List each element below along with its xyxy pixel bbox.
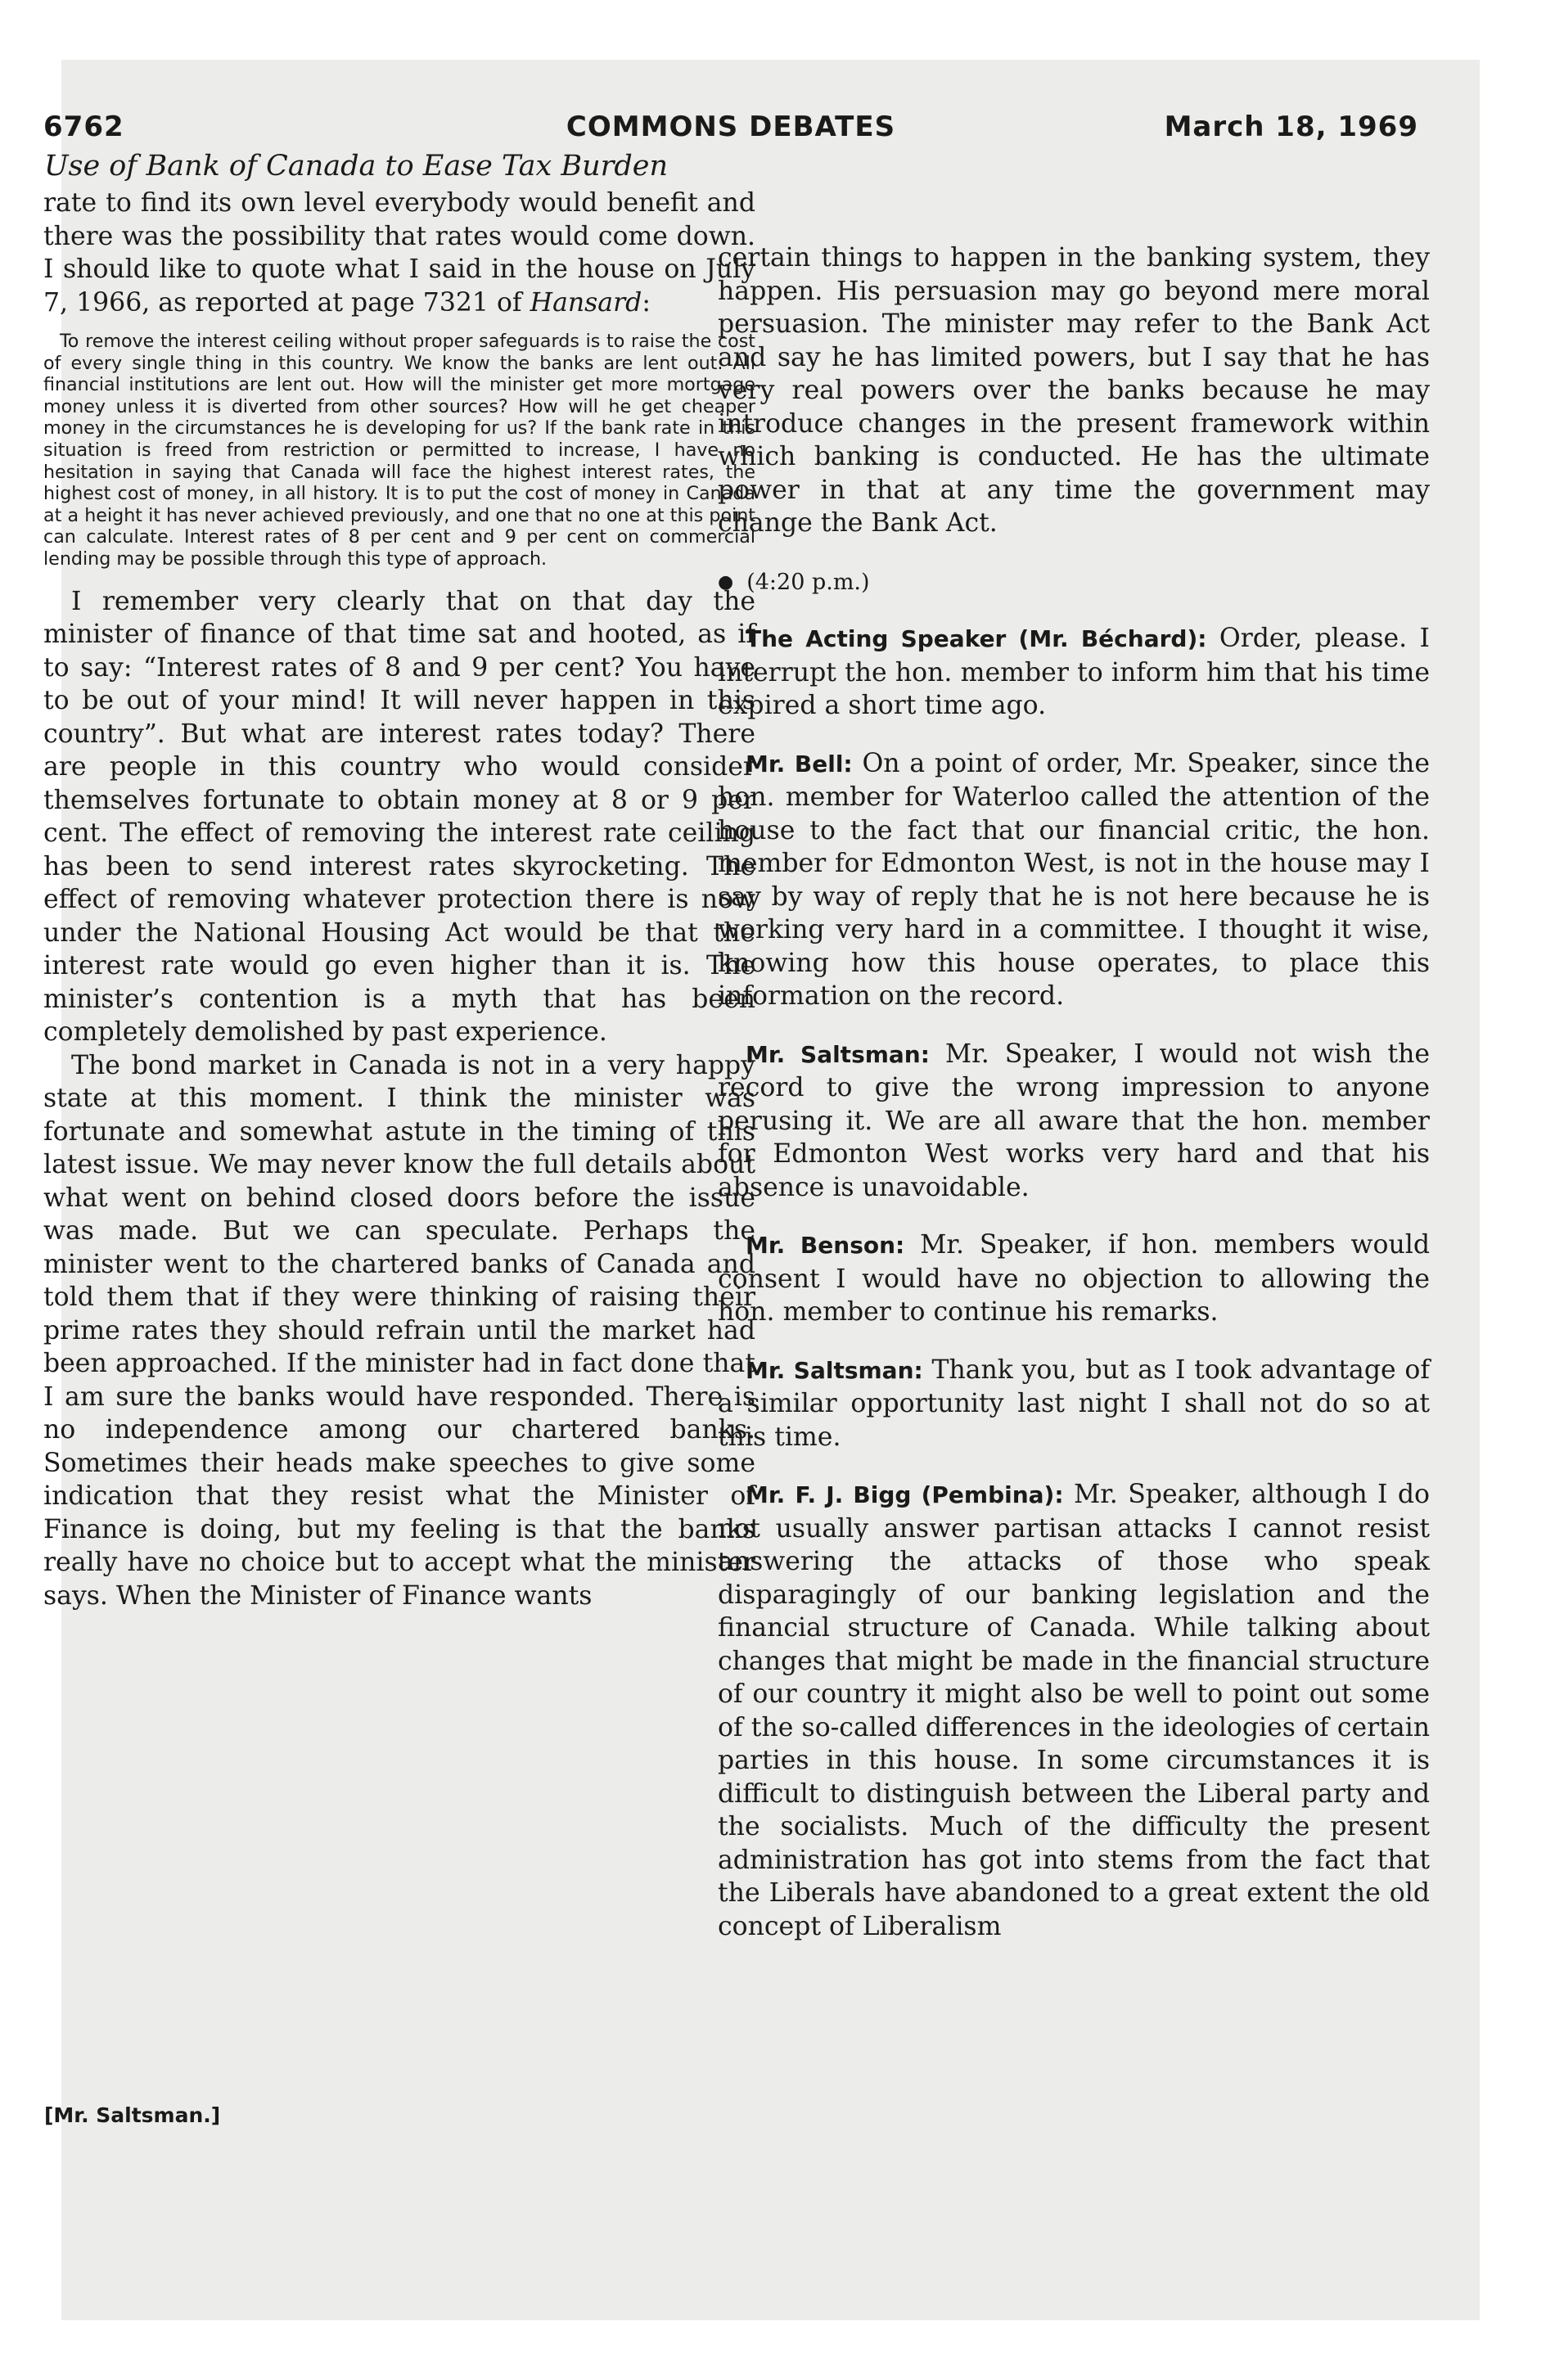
paragraph: certain things to happen in the banking system, they happen. His persuasion may go beyond mere moral persuasion. The minister may refer to the Bank Act and say he has limited powers, but I say that he has very real powers over the banks because he may introduce changes in the present framework within which banking is conducted. He has the ultimate power in that at any time the government may change the Bank Act. <box>718 243 1430 538</box>
speech-paragraph: Mr. Bell: On a point of order, Mr. Speaker, since the hon. member for Waterloo called the attention of the house to the fact that our financial critic, the hon. member for Edmonton West, is not in the house may I say by way of reply that he is not here because he is working very hard in a committee. I thought it wise, knowing how this house operates, to place this information on the record. <box>718 748 1430 1011</box>
paragraph: The bond market in Canada is not in a very happy state at this moment. I think the minister was fortunate and somewhat astute in the timing of this latest issue. We may never know the full details about what went on behind closed doors before the issue was made. But we can speculate. Perhaps the minister went to the chartered banks of Canada and told them that if they were thinking of raising their prime rates they should refrain until the market had been approached. If the minister had in fact done that I am sure the banks would have responded. There is no independence among our chartered banks. Sometimes their heads make speeches to give some indication that they resist what the Minister of Finance is doing, but my feeling is that the banks really have no choice but to accept what the minister says. When the Minister of Finance wants <box>43 1050 755 1611</box>
subject-heading: Use of Bank of Canada to Ease Tax Burden <box>44 150 669 183</box>
hansard-quote: To remove the interest ceiling without proper safeguards is to raise the cost of every single thing in this country. We know the banks are lent out. All financial institutions are lent out. How will the minister get more mortgage money unless it is diverted from other sources? How will he get cheaper money in the circumstances he is developing for us? If the bank rate in this situation is freed from restriction or permitted to increase, I have no hesitation in saying that Canada will face the highest interest rates, the highest cost of money, in all history. It is to put the cost of money in Canada at a height it has never achieved previously, and one that no one at this point can calculate. Interest rates of 8 per cent and 9 per cent on commercial lending may be possible through this type of approach. <box>43 331 755 570</box>
page-number: 6762 <box>43 110 124 143</box>
right-column <box>718 241 1430 1943</box>
speaker-name: The Acting Speaker (Mr. Béchard): <box>746 625 1207 652</box>
speaker-name: Mr. Saltsman: <box>746 1356 923 1384</box>
speech-paragraph: Mr. Saltsman: Mr. Speaker, I would not wish the record to give the wrong impression to anyone perusing it. We are all aware that the hon. member for Edmonton West works very hard and that his absence is unavoidable. <box>718 1039 1430 1202</box>
paragraph: I remember very clearly that on that day the minister of finance of that time sat and hooted, as if to say: “Interest rates of 8 and 9 per cent? You have to be out of your mind! It will never happen in this country”. But what are interest rates today? There are people in this country who would consider themselves fortunate to obtain money at 8 or 9 per cent. The effect of removing the interest rate ceiling has been to send interest rates skyrocketing. The effect of removing whatever protection there is now under the National Housing Act would be that the interest rate would go even higher than it is. The minister’s contention is a myth that has been completely demolished by past experience. <box>43 586 755 1048</box>
speaker-name: Mr. F. J. Bigg (Pembina): <box>746 1481 1064 1508</box>
time-stamp: ● (4:20 p.m.) <box>718 569 870 595</box>
speech-paragraph: Mr. Saltsman: Thank you, but as I took advantage of a similar opportunity last night I shall not do so at this time. <box>718 1355 1430 1452</box>
page-date: March 18, 1969 <box>1164 110 1418 143</box>
left-column <box>43 187 755 1612</box>
speaker-name: Mr. Saltsman: <box>746 1040 930 1068</box>
speech-paragraph: Mr. F. J. Bigg (Pembina): Mr. Speaker, although I do not usually answer partisan attacks I cannot resist answering the attacks of those who speak disparagingly of our banking legislation and the financial structure of Canada. While talking about changes that might be made in the financial structure of our country it might also be well to point out some of the so-called differences in the ideologies of certain parties in this house. In some circumstances it is difficult to distinguish between the Liberal party and the socialists. Much of the difficulty the present administration has got into stems from the fact that the Liberals have abandoned to a great extent the old concept of Liberalism <box>718 1480 1431 1941</box>
speech-paragraph: Mr. Benson: Mr. Speaker, if hon. members would consent I would have no objection to allowing the hon. member to continue his remarks. <box>718 1230 1430 1327</box>
paragraph: rate to find its own level everybody would benefit and there was the possibility that rates would come down. I should like to quote what I said in the house on July 7, 1966, as reported at page 7321 of Hansard: <box>43 188 755 318</box>
speech-paragraph: The Acting Speaker (Mr. Béchard): Order, please. I interrupt the hon. member to inform him that his time expired a short time ago. <box>718 624 1430 720</box>
speaker-name: Mr. Benson: <box>746 1232 905 1259</box>
speaker-name: Mr. Bell: <box>746 750 853 778</box>
publication-title: COMMONS DEBATES <box>566 110 896 143</box>
page-footer: [Mr. Saltsman.] <box>44 2103 221 2127</box>
bullet-icon: ● <box>718 572 734 593</box>
